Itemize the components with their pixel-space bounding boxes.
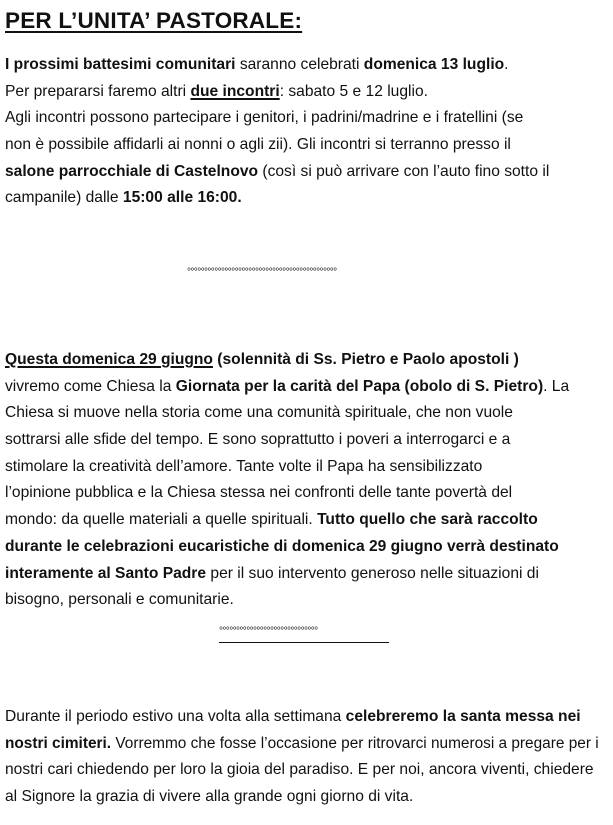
paragraph-line [5, 374, 605, 401]
paragraph-line [5, 561, 605, 588]
text: mondo: da quelle materiali a quelle spirituali. [5, 511, 318, 529]
text: Durante il periodo estivo una volta alla settimana [5, 708, 346, 725]
separator: °°°°°°°°°°°°°°°°°°°°°°°°°°°°°°°°°°°°°°°°°°°° [187, 267, 337, 278]
text: Vorremmo che fosse l’occasione per ritrovarci numerosi a pregare per i [111, 734, 599, 752]
paragraph-line [5, 52, 605, 79]
paragraph-line [5, 79, 605, 106]
paragraph-line [5, 704, 605, 731]
text: . La [543, 377, 570, 395]
page-title: PER L’UNITA’ PASTORALE: [5, 8, 303, 33]
paragraph-line: bisogno, personali e comunitarie. [5, 591, 234, 609]
bold-text: nostri cimiteri. [5, 734, 112, 752]
paragraph-line [5, 347, 605, 374]
paragraph-line [5, 185, 605, 212]
text: campanile) dalle [5, 189, 123, 207]
bold-text: Giornata per la carità del Papa (obolo di S. Pietro) [175, 377, 544, 395]
paragraph-line [5, 159, 605, 186]
text: . [504, 56, 509, 73]
text: : sabato 5 e 12 luglio. [279, 82, 428, 100]
separator: °°°°°°°°°°°°°°°°°°°°°°°°°°°°° [219, 626, 318, 637]
text: vivremo come Chiesa la [5, 377, 176, 395]
bold-text: interamente al Santo Padre [5, 564, 207, 582]
paragraph-line: stimolare la creatività dell’amore. Tante volte il Papa ha sensibilizzato [5, 457, 483, 475]
bold-underlined-text: due incontri [190, 82, 280, 100]
bold-text: 15:00 alle 16:00. [122, 189, 242, 207]
bold-underlined-text: Questa domenica 29 giugno [5, 351, 213, 368]
paragraph-line [5, 731, 605, 758]
baptism-announcement [5, 52, 605, 212]
bold-text: Tutto quello che sarà raccolto [317, 511, 538, 529]
text: Per prepararsi faremo altri [5, 82, 191, 100]
paragraph-line: sottrarsi alle sfide del tempo. E sono soprattutto i poveri a interrogarci e a [5, 431, 511, 449]
paragraph-line [5, 507, 605, 534]
paragraph-line: durante le celebrazioni eucaristiche di domenica 29 giugno verrà destinato [5, 537, 559, 555]
text: (così si può arrivare con l’auto fino sotto il [258, 162, 550, 180]
paragraph-line: al Signore la grazia di vivere alla grande ogni giorno di vita. [5, 788, 414, 806]
bold-text: (solennità di Ss. Pietro e Paolo apostoli ) [212, 351, 519, 368]
bold-text: salone parrocchiale di Castelnovo [5, 162, 259, 180]
paragraph-line: Chiesa si muove nella storia come una comunità spirituale, che non vuole [5, 404, 513, 422]
obolo-announcement [5, 347, 605, 614]
cemetery-mass-announcement [5, 704, 605, 811]
paragraph-line: non è possibile affidarli ai nonni o agli zii). Gli incontri si terranno presso il [5, 136, 511, 154]
bold-text: I prossimi battesimi comunitari [5, 56, 236, 73]
paragraph-line: nostri cari chiedendo per loro la gioia del paradiso. E per noi, ancora viventi, chiedere [5, 761, 594, 779]
bold-text: celebreremo la santa messa nei [345, 708, 581, 725]
paragraph-line: l’opinione pubblica e la Chiesa stessa nei confronti delle tante povertà del [5, 484, 513, 502]
paragraph-line: Agli incontri possono partecipare i genitori, i padrini/madrine e i fratellini (se [5, 109, 524, 127]
separator-underline [219, 642, 389, 643]
text: saranno celebrati [235, 56, 364, 73]
text: per il suo intervento generoso nelle situazioni di [206, 564, 539, 582]
bold-text: domenica 13 luglio [363, 56, 505, 73]
